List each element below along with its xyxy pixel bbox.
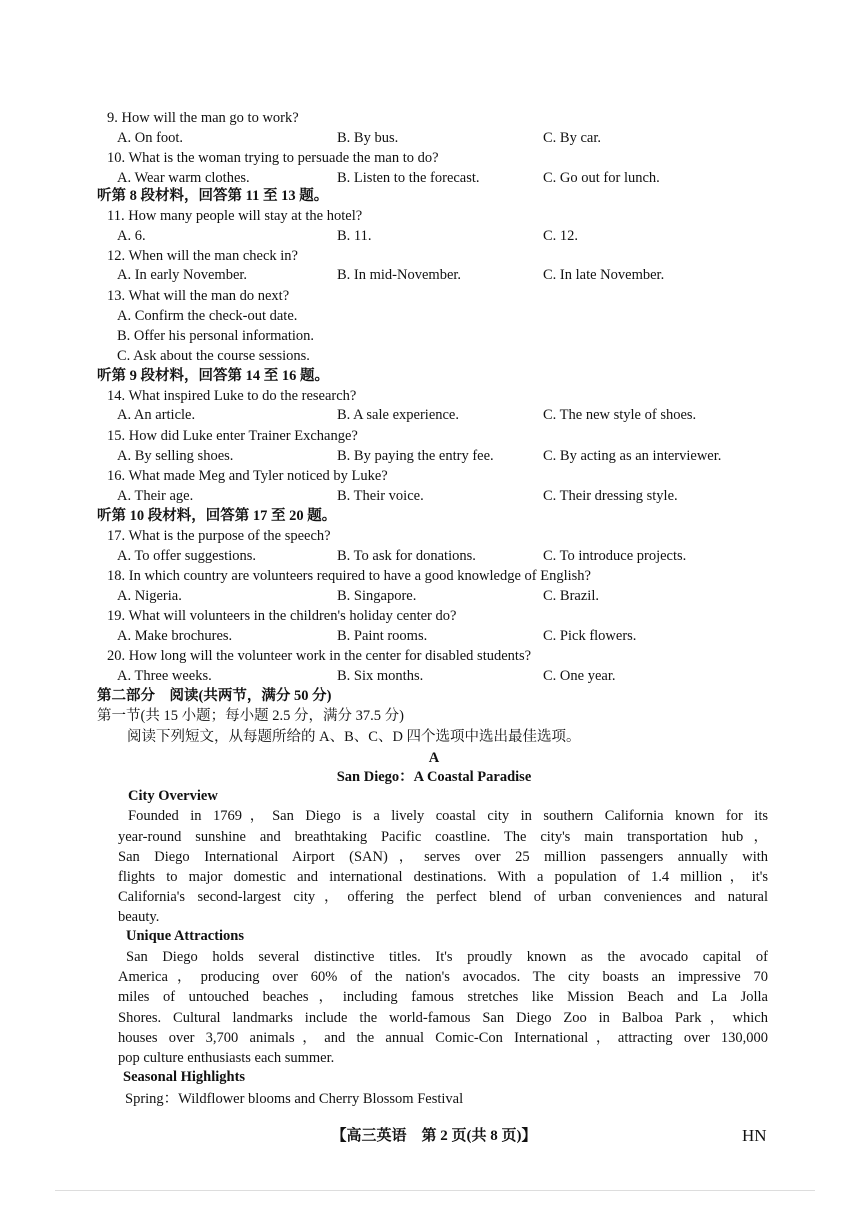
question-stem: 12. When will the man check in? <box>107 248 298 264</box>
question-stem: 17. What is the purpose of the speech? <box>107 528 331 544</box>
section-10-heading: 听第 10 段材料，回答第 17 至 20 题。 <box>97 508 337 524</box>
option-c: C. By car. <box>543 130 601 146</box>
option-a: A. Nigeria. <box>117 588 182 604</box>
question-17-options <box>0 546 868 566</box>
option-c: C. Pick flowers. <box>543 628 637 644</box>
question-9 <box>0 108 868 128</box>
question-stem: 18. In which country are volunteers required to have a good knowledge of English? <box>107 568 591 584</box>
question-stem: 9. How will the man go to work? <box>107 110 299 126</box>
question-stem: 15. How did Luke enter Trainer Exchange? <box>107 428 358 444</box>
question-20-options <box>0 666 868 686</box>
paragraph-line: Shores. Cultural landmarks include the world-famous San Diego Zoo in Balboa Park，which <box>118 1010 768 1026</box>
question-19-options <box>0 626 868 646</box>
option-c: C. In late November. <box>543 267 665 283</box>
option-a: A. Three weeks. <box>117 668 212 684</box>
option-b: B. Their voice. <box>337 488 424 504</box>
option-b: B. Singapore. <box>337 588 417 604</box>
question-15-options <box>0 446 868 466</box>
paragraph-line: beauty. <box>118 909 160 925</box>
question-stem: 11. How many people will stay at the hotel? <box>107 208 363 224</box>
paragraph-line: San Diego International Airport (SAN)，serves over 25 million passengers annually with <box>118 849 768 865</box>
paragraph-line: America，producing over 60% of the nation's avocados. The city boasts an impressive 70 <box>118 969 768 985</box>
option-a: A. By selling shoes. <box>117 448 234 464</box>
option-b: B. In mid-November. <box>337 267 462 283</box>
option-b: B. By paying the entry fee. <box>337 448 494 464</box>
paragraph-line: pop culture enthusiasts each summer. <box>118 1050 335 1066</box>
question-20 <box>0 646 868 666</box>
option-c: C. Their dressing style. <box>543 488 678 504</box>
question-stem: 16. What made Meg and Tyler noticed by Luke? <box>107 468 388 484</box>
question-9-options <box>0 128 868 148</box>
question-18 <box>0 566 868 586</box>
part-2-heading: 第二部分 阅读(共两节，满分 50 分) <box>97 688 332 704</box>
question-15 <box>0 426 868 446</box>
subheading-seasonal-highlights: Seasonal Highlights <box>123 1069 246 1085</box>
question-stem: 13. What will the man do next? <box>107 288 290 304</box>
option-c: C. To introduce projects. <box>543 548 687 564</box>
option-b: B. Paint rooms. <box>337 628 428 644</box>
question-19 <box>0 606 868 626</box>
option-a: A. To offer suggestions. <box>117 548 257 564</box>
subheading-unique-attractions: Unique Attractions <box>126 928 245 944</box>
option-a: A. 6. <box>117 228 146 244</box>
option-a: A. On foot. <box>117 130 184 146</box>
option-c: C. One year. <box>543 668 616 684</box>
option-a: A. In early November. <box>117 267 248 283</box>
question-14-options <box>0 405 868 425</box>
question-10 <box>0 148 868 168</box>
question-13-option-c: C. Ask about the course sessions. <box>117 348 310 364</box>
question-14 <box>0 386 868 406</box>
question-17 <box>0 526 868 546</box>
seasonal-spring: Spring：Wildflower blooms and Cherry Blossom Festival <box>125 1091 464 1107</box>
subheading-city-overview: City Overview <box>128 788 218 804</box>
question-13 <box>0 286 868 306</box>
paragraph-line: San Diego holds several distinctive titles. It's proudly known as the avocado capital of <box>126 949 768 965</box>
region-code: HN <box>742 1126 767 1145</box>
question-12 <box>0 246 868 266</box>
option-c: C. 12. <box>543 228 579 244</box>
question-16 <box>0 466 868 486</box>
option-b: B. Listen to the forecast. <box>337 170 480 186</box>
question-18-options <box>0 586 868 606</box>
question-stem: 10. What is the woman trying to persuade the man to do? <box>107 150 439 166</box>
passage-letter: A <box>428 750 440 766</box>
option-a: A. Their age. <box>117 488 194 504</box>
paragraph-line: Founded in 1769，San Diego is a lively coastal city in southern California known for its <box>128 808 768 824</box>
question-12-options <box>0 265 868 285</box>
option-c: C. By acting as an interviewer. <box>543 448 722 464</box>
section-8-heading: 听第 8 段材料，回答第 11 至 13 题。 <box>97 188 329 204</box>
question-16-options <box>0 486 868 506</box>
paragraph-line: year-round sunshine and breathtaking Pacific coastline. The city's main transportation hub， <box>118 829 768 845</box>
question-10-options <box>0 168 868 188</box>
reading-instruction: 阅读下列短文，从每题所给的 A、B、C、D 四个选项中选出最佳选项。 <box>127 729 581 745</box>
question-stem: 19. What will volunteers in the children's holiday center do? <box>107 608 457 624</box>
option-b: B. By bus. <box>337 130 399 146</box>
question-stem: 20. How long will the volunteer work in the center for disabled students? <box>107 648 532 664</box>
option-a: A. Wear warm clothes. <box>117 170 250 186</box>
section-1-heading: 第一节(共 15 小题；每小题 2.5 分，满分 37.5 分) <box>97 708 404 724</box>
paragraph-line: California's second-largest city，offering the perfect blend of urban conveniences and natural <box>118 889 768 905</box>
option-c: C. Brazil. <box>543 588 599 604</box>
bottom-divider <box>55 1190 815 1191</box>
question-11-options <box>0 226 868 246</box>
page-number-label: 【高三英语 第 2 页(共 8 页)】 <box>331 1128 537 1144</box>
option-b: B. A sale experience. <box>337 407 459 423</box>
option-a: A. An article. <box>117 407 196 423</box>
option-c: C. Go out for lunch. <box>543 170 660 186</box>
question-13-option-b: B. Offer his personal information. <box>117 328 315 344</box>
paragraph-line: houses over 3,700 animals，and the annual Comic-Con International，attracting over 130,000 <box>118 1030 768 1046</box>
question-stem: 14. What inspired Luke to do the research? <box>107 388 357 404</box>
option-b: B. Six months. <box>337 668 424 684</box>
option-a: A. Make brochures. <box>117 628 233 644</box>
option-c: C. The new style of shoes. <box>543 407 697 423</box>
passage-title: San Diego：A Coastal Paradise <box>336 769 532 785</box>
paragraph-line: flights to major domestic and international destinations. With a population of 1.4 million，it's <box>118 869 768 885</box>
paragraph-line: miles of untouched beaches，including famous stretches like Mission Beach and La Jolla <box>118 989 768 1005</box>
question-13-option-a: A. Confirm the check-out date. <box>117 308 298 324</box>
question-11 <box>0 206 868 226</box>
option-b: B. 11. <box>337 228 372 244</box>
option-b: B. To ask for donations. <box>337 548 476 564</box>
section-9-heading: 听第 9 段材料，回答第 14 至 16 题。 <box>97 368 329 384</box>
